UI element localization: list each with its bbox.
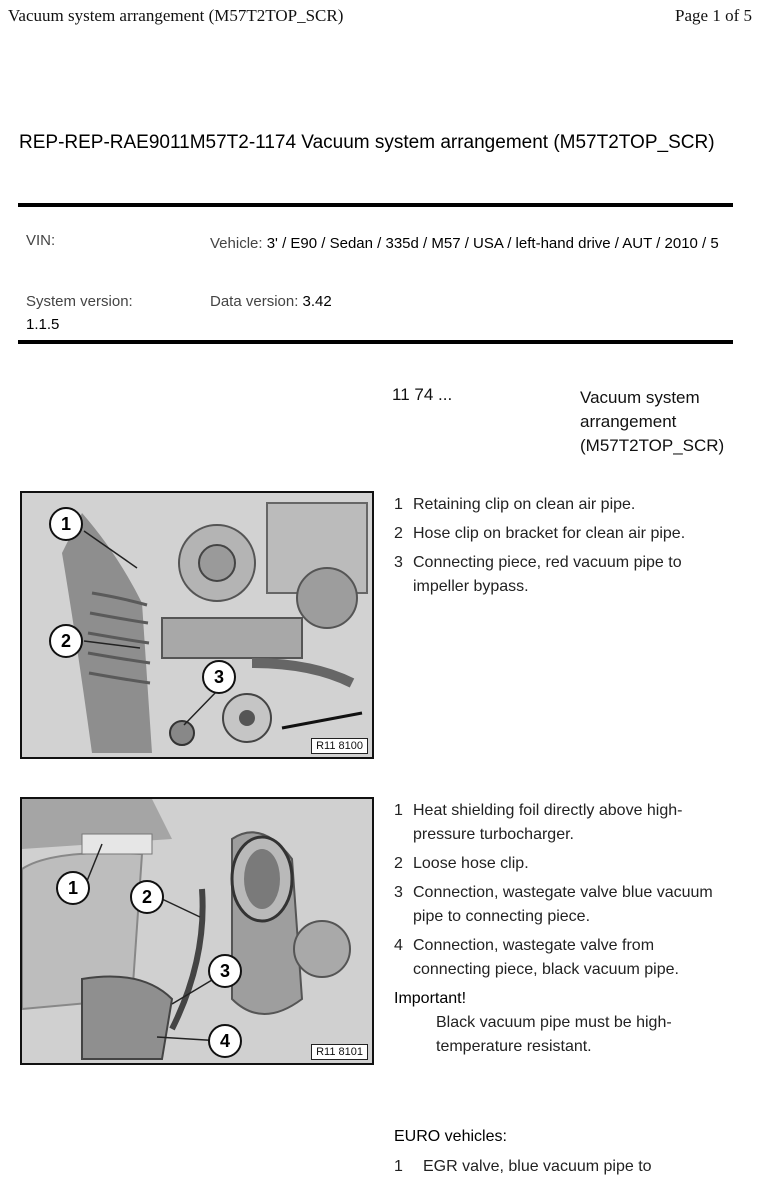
vin-label: VIN: xyxy=(26,232,56,249)
vehicle-info xyxy=(210,232,720,255)
engine-figure-2 xyxy=(20,797,374,1065)
system-version-value: 1.1.5 xyxy=(26,316,60,333)
euro-vehicles-heading: EURO vehicles: xyxy=(394,1128,507,1145)
list-item: 2 Loose hose clip. xyxy=(394,855,529,872)
running-header-title: Vacuum system arrangement (M57T2TOP_SCR) xyxy=(8,6,344,25)
list-item: 3 Connecting piece, red vacuum pipe to impeller bypass. xyxy=(394,554,682,595)
system-version xyxy=(26,290,196,336)
callout-1: 1 xyxy=(60,514,72,534)
callout-2: 2 xyxy=(60,631,72,651)
document-title: REP-REP-RAE9011M57T2-1174 Vacuum system arrangement (M57T2TOP_SCR) xyxy=(19,132,715,153)
section-title: Vacuum system arrangement (M57T2TOP_SCR) xyxy=(580,388,725,455)
figure-2-legend xyxy=(394,799,734,1059)
callout-1: 1 xyxy=(67,878,79,898)
bottom-rule xyxy=(18,340,733,344)
callout-3: 3 xyxy=(219,961,231,981)
top-rule xyxy=(18,203,733,207)
list-item: 1 EGR valve, blue vacuum pipe to xyxy=(394,1158,652,1175)
list-item: 1 Retaining clip on clean air pipe. xyxy=(394,496,636,513)
engine-illustration-2 xyxy=(22,799,372,1063)
vehicle-value: 3' / E90 / Sedan / 335d / M57 / USA / left-hand drive / AUT / 2010 / 5 xyxy=(262,235,719,252)
figure-code: R11 8101 xyxy=(311,1044,368,1060)
list-item: 2 Hose clip on bracket for clean air pipe. xyxy=(394,525,686,542)
data-version xyxy=(210,290,332,313)
page-number: Page 1 of 5 xyxy=(675,6,752,25)
section-code: 11 74 ... xyxy=(392,385,453,404)
list-item: 3 Connection, wastegate valve blue vacuum pipe to connecting piece. xyxy=(394,884,713,925)
figure-1-legend xyxy=(394,493,734,604)
system-version-label: System version: xyxy=(26,293,133,310)
callout-3: 3 xyxy=(213,667,225,687)
important-label: Important! xyxy=(394,990,467,1007)
callout-2: 2 xyxy=(141,887,153,907)
engine-illustration-1 xyxy=(22,493,372,757)
data-version-value: 3.42 xyxy=(298,293,332,310)
list-item: 4 Connection, wastegate valve from connecting piece, black vacuum pipe. xyxy=(394,937,679,978)
engine-figure-1 xyxy=(20,491,374,759)
vehicle-label: Vehicle: xyxy=(210,235,263,252)
figure-code: R11 8100 xyxy=(311,738,368,754)
list-item: 1 Heat shielding foil directly above high-pressure turbocharger. xyxy=(394,802,683,843)
data-version-label: Data version: xyxy=(210,293,299,310)
important-note: Black vacuum pipe must be high-temperature resistant. xyxy=(436,1014,672,1055)
callout-4: 4 xyxy=(219,1031,231,1051)
